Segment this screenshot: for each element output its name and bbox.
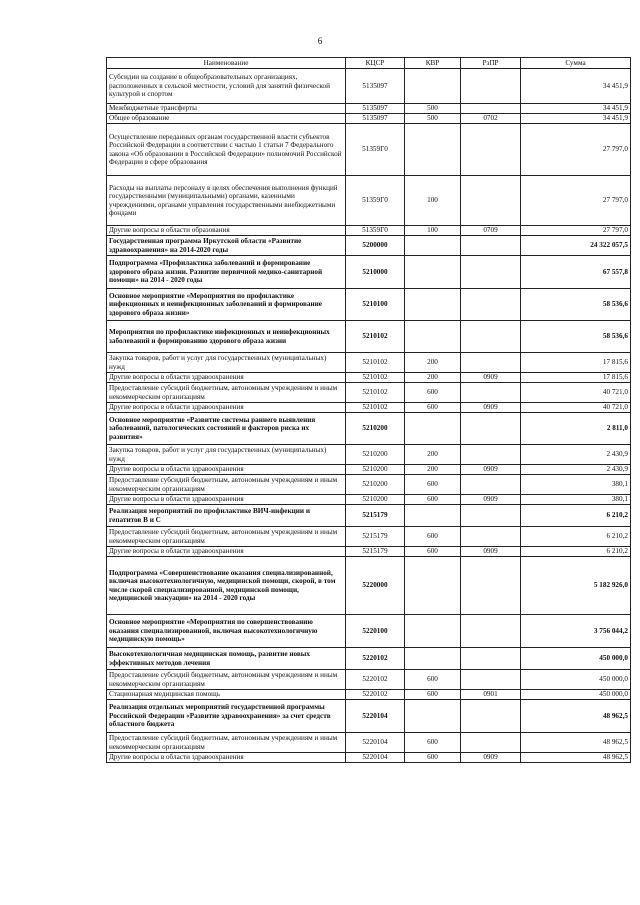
- cell-kcsr: 5220102: [346, 648, 405, 670]
- cell-rzpr: 0909: [461, 547, 521, 557]
- table-row: [107, 465, 631, 475]
- cell-name: Межбюджетные трансферты: [107, 104, 346, 114]
- cell-kcsr: 5220104: [346, 733, 405, 753]
- cell-kvr: [405, 615, 461, 648]
- cell-kvr: 600: [405, 670, 461, 690]
- cell-kvr: 200: [405, 465, 461, 475]
- cell-rzpr: 0702: [461, 114, 521, 124]
- table-row: [107, 104, 631, 114]
- cell-name: Предоставление субсидий бюджетным, автономным учреждениям и иным некоммерческим организациям: [107, 383, 346, 403]
- cell-kcsr: 5210200: [346, 445, 405, 465]
- cell-rzpr: 0909: [461, 495, 521, 505]
- cell-name: Основное мероприятие «Развитие системы раннего выявления заболеваний, патологических состояний и факторов риска их развития»: [107, 413, 346, 445]
- table-row: [107, 236, 631, 256]
- cell-sum: 48 962,5: [521, 753, 631, 763]
- cell-kvr: [405, 505, 461, 527]
- cell-sum: 3 756 044,2: [521, 615, 631, 648]
- table-row: [107, 648, 631, 670]
- table-row: [107, 700, 631, 733]
- cell-kcsr: 5210102: [346, 383, 405, 403]
- cell-name: Другие вопросы в области образования: [107, 226, 346, 236]
- cell-kvr: 600: [405, 733, 461, 753]
- cell-rzpr: [461, 104, 521, 114]
- cell-kcsr: 51359Г0: [346, 176, 405, 226]
- table-row: [107, 753, 631, 763]
- table-row: [107, 690, 631, 700]
- cell-kvr: [405, 289, 461, 321]
- cell-kcsr: 51359Г0: [346, 226, 405, 236]
- cell-sum: 380,1: [521, 475, 631, 495]
- cell-kcsr: 5210102: [346, 403, 405, 413]
- table-row: [107, 226, 631, 236]
- cell-kcsr: 5220102: [346, 690, 405, 700]
- cell-sum: 34 451,9: [521, 114, 631, 124]
- cell-kcsr: 5220102: [346, 670, 405, 690]
- table-row: [107, 527, 631, 547]
- table-row: [107, 670, 631, 690]
- cell-rzpr: [461, 527, 521, 547]
- cell-rzpr: [461, 615, 521, 648]
- cell-name: Предоставление субсидий бюджетным, автономным учреждениям и иным некоммерческим организациям: [107, 733, 346, 753]
- table-row: [107, 321, 631, 353]
- cell-name: Подпрограмма «Совершенствование оказания специализированной, включая высокотехнологичную, медицинской помощи, скорой, в том числе скорой специализированной, медицинской помощи, медицинской эвакуации» на 2014 - 2020 годы: [107, 557, 346, 615]
- cell-name: Предоставление субсидий бюджетным, автономным учреждениям и иным некоммерческим организациям: [107, 670, 346, 690]
- cell-name: Основное мероприятие «Мероприятия по совершенствованию оказания специализированной, включая высокотехнологичную медицинскую помощь»: [107, 615, 346, 648]
- cell-rzpr: 0901: [461, 690, 521, 700]
- cell-rzpr: [461, 321, 521, 353]
- cell-sum: 27 797,0: [521, 226, 631, 236]
- table-header-row: [107, 58, 631, 69]
- cell-sum: 27 797,0: [521, 124, 631, 176]
- cell-sum: 2 811,0: [521, 413, 631, 445]
- cell-kcsr: 5215179: [346, 527, 405, 547]
- cell-rzpr: [461, 353, 521, 373]
- cell-kvr: 100: [405, 176, 461, 226]
- table-row: [107, 353, 631, 373]
- cell-kcsr: 5135097: [346, 114, 405, 124]
- cell-kcsr: 5220000: [346, 557, 405, 615]
- cell-kvr: 600: [405, 547, 461, 557]
- cell-kvr: [405, 69, 461, 104]
- cell-kvr: 500: [405, 104, 461, 114]
- cell-kvr: 600: [405, 495, 461, 505]
- cell-rzpr: [461, 124, 521, 176]
- cell-kvr: 200: [405, 373, 461, 383]
- cell-kcsr: 5210102: [346, 321, 405, 353]
- cell-kcsr: 5200000: [346, 236, 405, 256]
- table-row: [107, 256, 631, 289]
- cell-kcsr: 5210200: [346, 475, 405, 495]
- cell-sum: 48 962,5: [521, 733, 631, 753]
- cell-kcsr: 5210200: [346, 413, 405, 445]
- cell-sum: 6 210,2: [521, 547, 631, 557]
- cell-name: Другие вопросы в области здравоохранения: [107, 495, 346, 505]
- cell-sum: 40 721,0: [521, 403, 631, 413]
- cell-kvr: 600: [405, 527, 461, 547]
- cell-sum: 5 182 926,0: [521, 557, 631, 615]
- cell-name: Государственная программа Иркутской области «Развитие здравоохранения» на 2014-2020 годы: [107, 236, 346, 256]
- table-row: [107, 495, 631, 505]
- cell-kvr: [405, 413, 461, 445]
- cell-name: Высокотехнологичная медицинская помощь, развитие новых эффективных методов лечения: [107, 648, 346, 670]
- cell-rzpr: [461, 69, 521, 104]
- cell-sum: 67 557,8: [521, 256, 631, 289]
- cell-name: Закупка товаров, работ и услуг для государственных (муниципальных) нужд: [107, 353, 346, 373]
- cell-sum: 450 000,0: [521, 648, 631, 670]
- header-kvr: КВР: [405, 58, 461, 69]
- cell-sum: 6 210,2: [521, 505, 631, 527]
- table-row: [107, 615, 631, 648]
- cell-kcsr: 5210200: [346, 465, 405, 475]
- cell-name: Реализация отдельных мероприятий государственной программы Российской Федерации «Развитие здравоохранения» за счет средств областного бюджета: [107, 700, 346, 733]
- header-sum: Сумма: [521, 58, 631, 69]
- cell-name: Другие вопросы в области здравоохранения: [107, 465, 346, 475]
- budget-table: [106, 57, 631, 763]
- table-body: [107, 69, 631, 763]
- table-row: [107, 547, 631, 557]
- cell-name: Реализация мероприятий по профилактике ВИЧ-инфекции и гепатитов В и С: [107, 505, 346, 527]
- cell-name: Стационарная медицинская помощь: [107, 690, 346, 700]
- cell-sum: 2 430,9: [521, 465, 631, 475]
- cell-name: Общее образование: [107, 114, 346, 124]
- header-name: Наименование: [107, 58, 346, 69]
- cell-kcsr: 5220104: [346, 753, 405, 763]
- cell-rzpr: [461, 700, 521, 733]
- cell-kcsr: 5215179: [346, 505, 405, 527]
- cell-name: Предоставление субсидий бюджетным, автономным учреждениям и иным некоммерческим организациям: [107, 475, 346, 495]
- table-row: [107, 124, 631, 176]
- cell-sum: 40 721,0: [521, 383, 631, 403]
- cell-kcsr: 5215179: [346, 547, 405, 557]
- header-kcsr: КЦСР: [346, 58, 405, 69]
- cell-kvr: [405, 321, 461, 353]
- cell-rzpr: [461, 670, 521, 690]
- cell-sum: 58 536,6: [521, 289, 631, 321]
- cell-name: Другие вопросы в области здравоохранения: [107, 547, 346, 557]
- cell-name: Расходы на выплаты персоналу в целях обеспечения выполнения функций государственными (муниципальными) органами, казенными учреждениями, органами управления государственными внебюджетными фондами: [107, 176, 346, 226]
- header-rzpr: РзПР: [461, 58, 521, 69]
- cell-sum: 450 000,0: [521, 670, 631, 690]
- cell-kvr: [405, 700, 461, 733]
- cell-kvr: 100: [405, 226, 461, 236]
- cell-kvr: 600: [405, 403, 461, 413]
- cell-name: Другие вопросы в области здравоохранения: [107, 753, 346, 763]
- cell-rzpr: [461, 383, 521, 403]
- cell-rzpr: [461, 289, 521, 321]
- table-row: [107, 733, 631, 753]
- cell-kvr: [405, 557, 461, 615]
- cell-rzpr: [461, 236, 521, 256]
- cell-kvr: 600: [405, 383, 461, 403]
- table-row: [107, 505, 631, 527]
- cell-rzpr: [461, 176, 521, 226]
- cell-rzpr: 0709: [461, 226, 521, 236]
- cell-kcsr: 5210000: [346, 256, 405, 289]
- cell-kcsr: 5210200: [346, 495, 405, 505]
- cell-kvr: [405, 236, 461, 256]
- table-row: [107, 475, 631, 495]
- cell-kcsr: 51359Г0: [346, 124, 405, 176]
- cell-kcsr: 5220104: [346, 700, 405, 733]
- cell-sum: 48 962,5: [521, 700, 631, 733]
- cell-rzpr: [461, 256, 521, 289]
- cell-rzpr: 0909: [461, 465, 521, 475]
- table-row: [107, 383, 631, 403]
- cell-name: Осуществление переданных органам государственной власти субъектов Российской Федерации в соответствии с частью 1 статьи 7 Федерального закона «Об образовании в Российской Федерации» полномочий Российской Федерации в сфере образования: [107, 124, 346, 176]
- cell-name: Субсидии на создание в общеобразовательных организациях, расположенных в сельской местности, условий для занятий физической культурой и спортом: [107, 69, 346, 104]
- cell-kvr: 200: [405, 445, 461, 465]
- table-row: [107, 557, 631, 615]
- cell-rzpr: [461, 505, 521, 527]
- table-row: [107, 176, 631, 226]
- table-row: [107, 289, 631, 321]
- cell-kvr: 600: [405, 753, 461, 763]
- cell-kvr: 600: [405, 475, 461, 495]
- cell-rzpr: [461, 557, 521, 615]
- cell-name: Другие вопросы в области здравоохранения: [107, 403, 346, 413]
- cell-sum: 34 451,9: [521, 104, 631, 114]
- cell-kvr: [405, 124, 461, 176]
- cell-name: Закупка товаров, работ и услуг для государственных (муниципальных) нужд: [107, 445, 346, 465]
- cell-sum: 6 210,2: [521, 527, 631, 547]
- table-row: [107, 114, 631, 124]
- cell-rzpr: 0909: [461, 373, 521, 383]
- cell-name: Мероприятия по профилактике инфекционных и неинфекционных заболеваний и формированию здорового образа жизни: [107, 321, 346, 353]
- cell-kcsr: 5135097: [346, 69, 405, 104]
- cell-name: Основное мероприятие «Мероприятия по профилактике инфекционных и неинфекционных заболеваний и формирование здорового образа жизни»: [107, 289, 346, 321]
- cell-rzpr: 0909: [461, 403, 521, 413]
- cell-rzpr: [461, 648, 521, 670]
- table-row: [107, 373, 631, 383]
- cell-rzpr: [461, 445, 521, 465]
- cell-kvr: 200: [405, 353, 461, 373]
- cell-name: Подпрограмма «Профилактика заболеваний и формирование здорового образа жизни. Развитие первичной медико-санитарной помощи» на 2014 - 2020 годы: [107, 256, 346, 289]
- cell-sum: 27 797,0: [521, 176, 631, 226]
- cell-rzpr: [461, 733, 521, 753]
- cell-kvr: 500: [405, 114, 461, 124]
- table-row: [107, 445, 631, 465]
- table-row: [107, 403, 631, 413]
- cell-kcsr: 5135097: [346, 104, 405, 114]
- cell-sum: 380,1: [521, 495, 631, 505]
- table-row: [107, 413, 631, 445]
- cell-kvr: 600: [405, 690, 461, 700]
- cell-rzpr: 0909: [461, 753, 521, 763]
- cell-name: Предоставление субсидий бюджетным, автономным учреждениям и иным некоммерческим организациям: [107, 527, 346, 547]
- cell-kvr: [405, 256, 461, 289]
- cell-kcsr: 5220100: [346, 615, 405, 648]
- cell-name: Другие вопросы в области здравоохранения: [107, 373, 346, 383]
- cell-sum: 34 451,9: [521, 69, 631, 104]
- cell-sum: 2 430,9: [521, 445, 631, 465]
- table-row: [107, 69, 631, 104]
- cell-sum: 450 000,0: [521, 690, 631, 700]
- page-number: 6: [317, 36, 323, 46]
- cell-kcsr: 5210102: [346, 353, 405, 373]
- cell-sum: 17 815,6: [521, 373, 631, 383]
- cell-sum: 17 815,6: [521, 353, 631, 373]
- cell-rzpr: [461, 475, 521, 495]
- cell-sum: 24 322 057,5: [521, 236, 631, 256]
- cell-rzpr: [461, 413, 521, 445]
- cell-kcsr: 5210102: [346, 373, 405, 383]
- cell-sum: 58 536,6: [521, 321, 631, 353]
- cell-kcsr: 5210100: [346, 289, 405, 321]
- cell-kvr: [405, 648, 461, 670]
